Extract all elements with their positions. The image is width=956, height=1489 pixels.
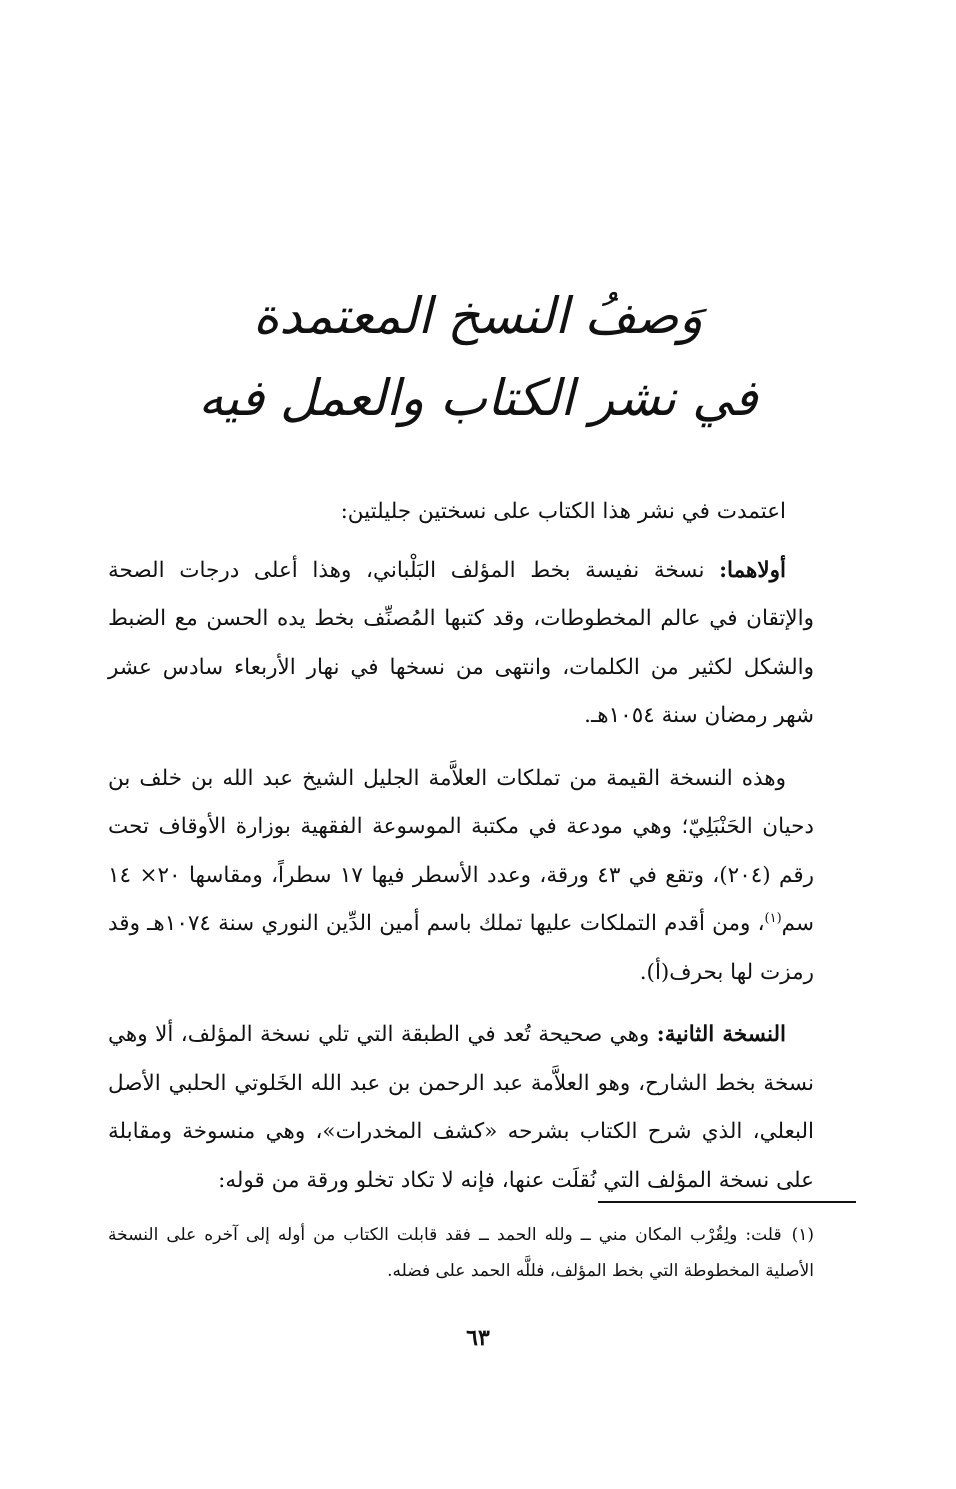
second-copy-lead: النسخة الثانية: [656,1022,786,1047]
ownership-text-after-note: ، ومن أقدم التملكات عليها تملك باسم أمين الدِّين النوري سنة ١٠٧٤هـ وقد رمزت لها بحرف(أ). [108,911,814,985]
first-copy-text: نسخة نفيسة بخط المؤلف البَلْباني، وهذا أعلى درجات الصحة والإتقان في عالم المخطوطات، وقد كتبها المُصنِّف بخط يده الحسن مع الضبط والشكل لكثير من الكلمات، وانتهى من نسخها في نهار الأربعاء سادس عشر شهر رمضان سنة ١٠٥٤هـ. [108,557,814,728]
footnote-mark: (١) [791,1225,814,1245]
ownership-paragraph [108,755,814,998]
page-number: ٦٣ [466,1325,490,1351]
ownership-text-before-note: وهذه النسخة القيمة من تملكات العلاَّمة الجليل الشيخ عبد الله بن خلف بن دحيان الحَنْبَلِيّ؛ وهي مودعة في مكتبة الموسوعة الفقهية بوزارة الأوقاف تحت رقم (٢٠٤)، وتقع في ٤٣ ورقة، وعدد الأسطر فيها ١٧ سطراً، ومقاسها ٢٠× ١٤ سم [108,765,815,936]
intro-paragraph: اعتمدت في نشر هذا الكتاب على نسختين جليلتين: [340,499,786,524]
first-copy-lead: أولاهما: [719,557,786,583]
chapter-title-line-1: وَصفُ النسخ المعتمدة [253,287,703,345]
footnote [108,1217,814,1289]
footnote-reference[interactable]: (١) [764,910,782,926]
second-copy-paragraph [108,1011,814,1205]
chapter-title-line-2: في نشر الكتاب والعمل فيه [198,369,758,427]
footnote-divider [598,1201,856,1203]
chapter-title [0,275,956,439]
second-copy-text: وهي صحيحة تُعد في الطبقة التي تلي نسخة المؤلف، ألا وهي نسخة بخط الشارح، وهو العلاَّمة عبد الرحمن بن عبد الله الخَلوتي الحلبي الأصل البعلي، الذي شرح الكتاب بشرحه «كشف المخدرات»، وهي منسوخة ومقابلة على نسخة المؤلف التي نُقلَت عنها، فإنه لا تكاد تخلو ورقة من قوله: [108,1022,814,1193]
footnote-text: قلت: ولِقُرْب المكان مني ــ ولله الحمد ــ فقد قابلت الكتاب من أوله إلى آخره على النسخة الأصلية المخطوطة التي بخط المؤلف، فللَّه الحمد على فضله. [108,1225,814,1281]
body-text [108,488,814,1205]
first-copy-paragraph [108,547,814,741]
